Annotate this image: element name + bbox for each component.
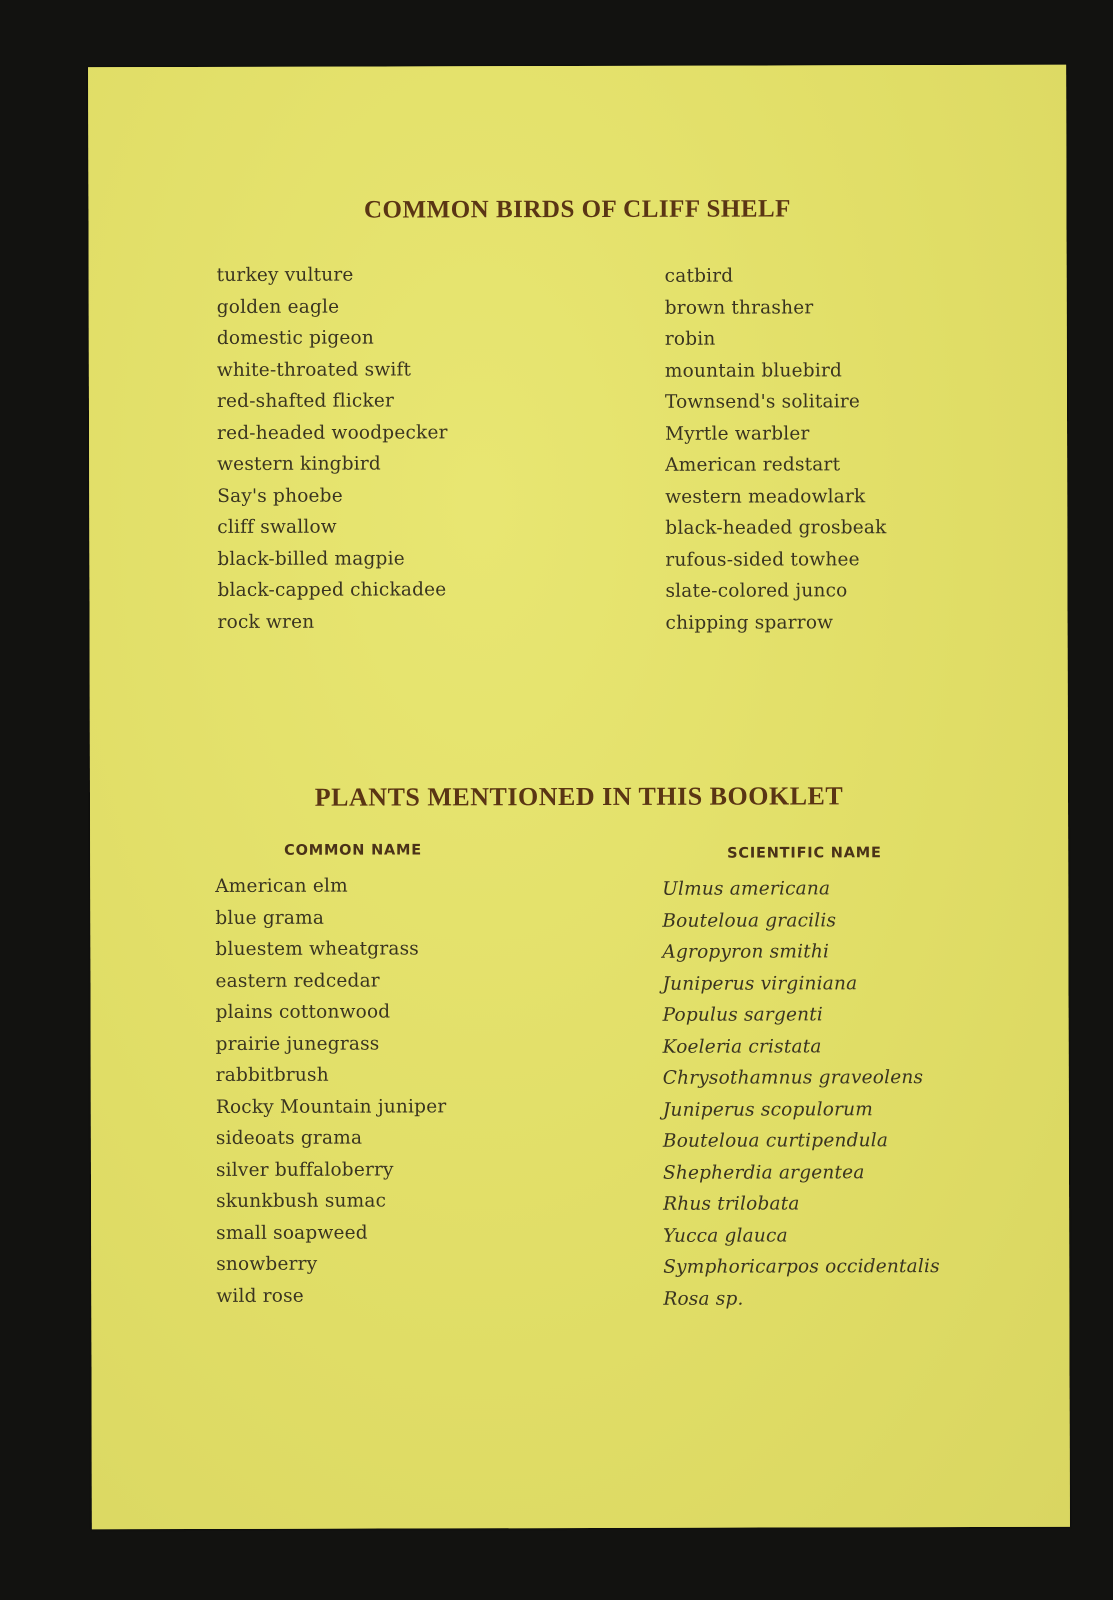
scientific-name-header: SCIENTIFIC NAME [727, 845, 882, 862]
plant-common-item: Rocky Mountain juniper [215, 1095, 447, 1118]
bird-item: domestic pigeon [216, 327, 374, 349]
plant-common-item: bluestem wheatgrass [215, 938, 420, 960]
bird-item: Townsend's solitaire [664, 391, 861, 413]
bird-item: American redstart [665, 454, 841, 476]
plant-common-item: rabbitbrush [215, 1064, 329, 1086]
plant-common-item: American elm [215, 875, 348, 897]
plant-scientific-item: Rosa sp. [663, 1288, 744, 1310]
plant-scientific-item: Koeleria cristata [662, 1035, 822, 1058]
plant-scientific-item: Juniperus scopulorum [662, 1098, 874, 1121]
bird-item: chipping sparrow [665, 611, 834, 634]
plant-common-item: small soapweed [216, 1222, 368, 1244]
bird-item: western meadowlark [665, 485, 866, 508]
plant-scientific-item: Rhus trilobata [663, 1193, 800, 1215]
common-name-header: COMMON NAME [284, 842, 422, 859]
bird-item: catbird [664, 265, 734, 287]
bird-item: red-shafted flicker [216, 390, 395, 412]
bird-item: brown thrasher [664, 296, 814, 319]
bird-item: western kingbird [217, 453, 381, 475]
booklet-page [88, 65, 1070, 1530]
bird-item: white-throated swift [216, 358, 412, 381]
plant-scientific-item: Ulmus americana [662, 878, 831, 900]
bird-item: Myrtle warbler [665, 422, 810, 445]
plant-common-item: sideoats grama [215, 1127, 363, 1149]
plant-scientific-item: Yucca glauca [663, 1224, 788, 1247]
bird-item: mountain bluebird [664, 359, 843, 382]
plants-common-list [215, 870, 447, 1312]
plant-scientific-item: Shepherdia argentea [662, 1161, 865, 1184]
bird-item: black-billed magpie [217, 547, 405, 570]
plant-scientific-item: Agropyron smithi [662, 941, 830, 963]
plant-scientific-item: Symphoricarpos occidentalis [663, 1256, 940, 1278]
plant-scientific-item: Juniperus virginiana [662, 972, 858, 995]
birds-title: COMMON BIRDS OF CLIFF SHELF [363, 195, 791, 224]
birds-list-left [217, 259, 449, 638]
plants-title: PLANTS MENTIONED IN THIS BOOKLET [314, 781, 844, 812]
bird-item: golden eagle [216, 296, 340, 318]
bird-item: turkey vulture [216, 264, 354, 286]
plant-common-item: silver buffaloberry [215, 1158, 394, 1181]
bird-item: red-headed woodpecker [217, 421, 448, 444]
plant-common-item: blue grama [215, 907, 325, 929]
plant-scientific-item: Bouteloua gracilis [662, 909, 837, 932]
plant-common-item: snowberry [216, 1253, 318, 1275]
plant-common-item: prairie junegrass [215, 1033, 380, 1055]
bird-item: Say's phoebe [217, 485, 343, 507]
birds-list-right [665, 260, 887, 639]
bird-item: cliff swallow [217, 516, 337, 538]
plant-common-item: wild rose [216, 1285, 304, 1307]
bird-item: robin [664, 328, 716, 350]
bird-item: black-capped chickadee [217, 579, 447, 601]
plant-common-item: skunkbush sumac [216, 1190, 387, 1212]
bird-item: rufous-sided towhee [665, 548, 860, 571]
plant-scientific-item: Chrysothamnus graveolens [662, 1067, 924, 1089]
bird-item: slate-colored junco [665, 580, 848, 602]
bird-item: rock wren [217, 611, 315, 633]
plant-common-item: plains cottonwood [215, 1001, 391, 1023]
plant-scientific-item: Bouteloua curtipendula [662, 1130, 889, 1152]
plants-scientific-list [662, 873, 940, 1315]
bird-item: black-headed grosbeak [665, 517, 887, 539]
plant-common-item: eastern redcedar [215, 970, 380, 992]
plant-scientific-item: Populus sargenti [662, 1004, 824, 1026]
